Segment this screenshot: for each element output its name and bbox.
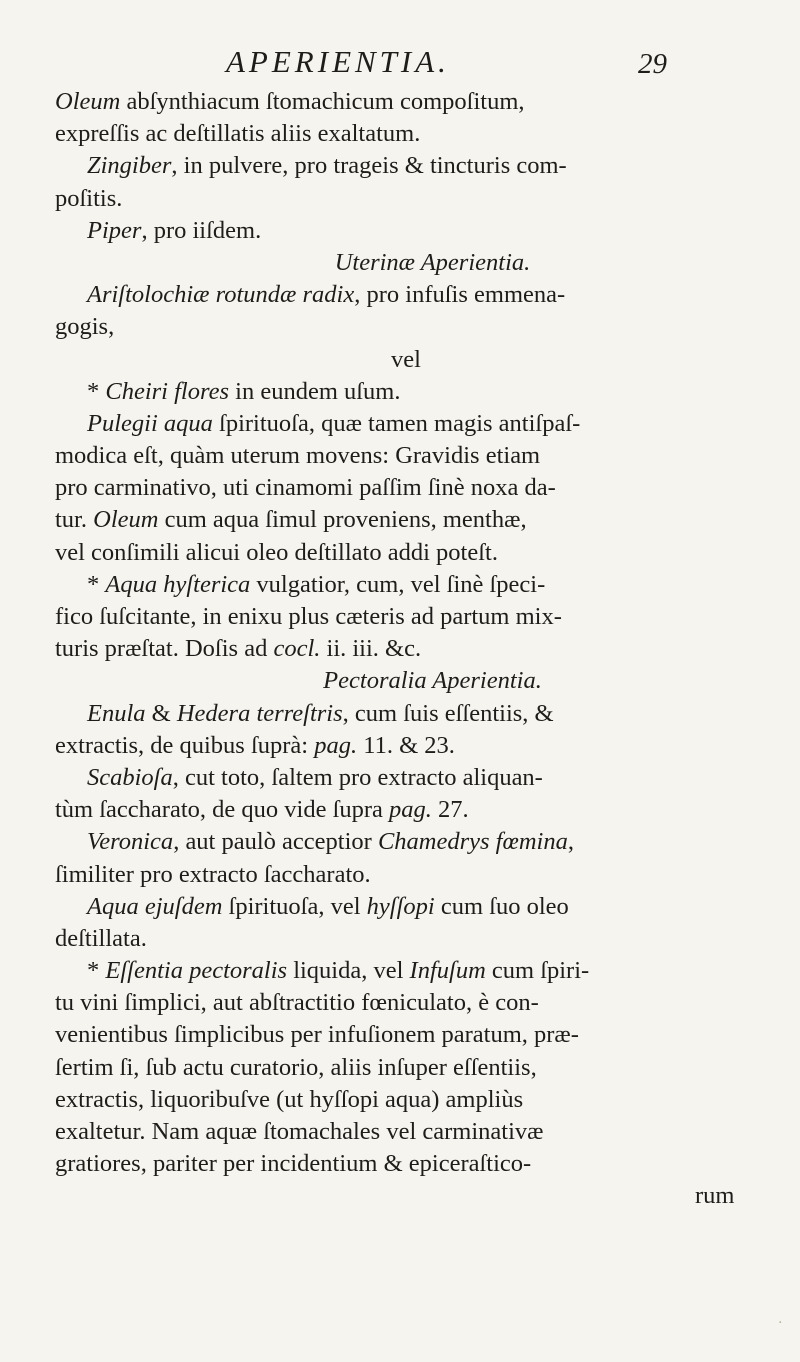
running-head	[0, 44, 800, 84]
text-line	[55, 215, 770, 247]
roman-run: abſynthiacum ſtomachicum compoſitum,	[120, 88, 525, 115]
text-line	[55, 1052, 770, 1084]
text-line	[55, 601, 770, 633]
roman-run: cum ſuo oleo	[434, 892, 569, 920]
roman-run: ſpirituoſa, vel	[222, 892, 367, 920]
roman-run: , pro infuſis emmena-	[354, 281, 566, 309]
text-line	[55, 1148, 770, 1180]
roman-run: vel conſimili alicui oleo deſtillato addi poteſt.	[55, 538, 498, 566]
roman-run: cum ſpiri-	[485, 957, 590, 985]
roman-run: gogis,	[55, 313, 115, 341]
roman-run: *	[87, 570, 106, 598]
italic-run: hyſſopi	[366, 892, 435, 920]
text-line	[55, 762, 770, 794]
roman-run: 27.	[431, 796, 469, 824]
italic-run: cocl.	[273, 635, 321, 663]
italic-run: Piper	[87, 216, 142, 244]
roman-run: , cut toto, ſaltem pro extracto aliquan-	[172, 763, 543, 791]
catchword	[55, 1180, 770, 1212]
roman-run: liquida, vel	[287, 957, 410, 985]
italic-run: Oleum	[93, 506, 159, 534]
italic-run: Cheiri flores	[105, 377, 230, 405]
roman-run: ,	[567, 828, 574, 856]
roman-run: deſtillata.	[55, 924, 147, 952]
text-line	[55, 794, 770, 826]
roman-run: rum	[695, 1182, 735, 1210]
italic-run: Zingiber	[87, 152, 172, 180]
roman-run: tur.	[55, 506, 94, 534]
text-line	[55, 698, 770, 730]
margin-smudge: ·	[778, 1315, 783, 1331]
italic-run: Hedera terreſtris	[176, 699, 343, 727]
roman-run: , in pulvere, pro trageis & tincturis com-	[171, 152, 567, 180]
text-line	[55, 376, 770, 408]
section-heading	[55, 665, 770, 697]
roman-run: exaltetur. Nam aquæ ſtomachales vel carminativæ	[55, 1118, 544, 1145]
roman-run: ſpirituoſa, quæ tamen magis antiſpaſ-	[212, 409, 581, 437]
roman-run: poſitis.	[55, 184, 123, 212]
text-line	[55, 955, 770, 987]
page-number: 29	[638, 48, 667, 80]
italic-run: Uterinæ Aperientia.	[334, 248, 531, 276]
text-line	[55, 472, 770, 504]
italic-run: pag.	[314, 731, 358, 759]
text-line	[55, 150, 770, 182]
text-line	[55, 537, 770, 569]
italic-run: Enula	[87, 699, 146, 727]
text-line	[55, 408, 770, 440]
roman-run: , pro iiſdem.	[141, 216, 262, 244]
text-line	[55, 1084, 770, 1116]
roman-run: vel	[391, 345, 421, 373]
text-line	[55, 311, 770, 343]
italic-run: Scabioſa	[87, 763, 173, 791]
italic-run: Infuſum	[409, 957, 486, 985]
text-line	[55, 118, 770, 150]
text-line	[55, 344, 770, 376]
roman-run: expreſſis ac deſtillatis aliis exaltatum.	[55, 120, 421, 148]
text-line	[55, 279, 770, 311]
text-line	[55, 826, 770, 858]
roman-run: , cum ſuis eſſentiis, &	[342, 699, 554, 727]
text-line	[55, 86, 770, 118]
roman-run: *	[87, 957, 106, 985]
italic-run: Eſſentia pectoralis	[105, 957, 288, 985]
text-line	[55, 440, 770, 472]
roman-run: turis præſtat. Doſis ad	[55, 635, 274, 663]
italic-run: Aqua ejuſdem	[87, 892, 223, 920]
text-line	[55, 1019, 770, 1051]
roman-run: ſimiliter pro extracto ſaccharato.	[55, 860, 371, 888]
roman-run: cum aqua ſimul proveniens, menthæ,	[158, 506, 527, 534]
roman-run: extractis, de quibus ſuprà:	[55, 731, 315, 759]
roman-run: modica eſt, quàm uterum movens: Gravidis etiam	[55, 442, 541, 470]
roman-run: ii. iii. &c.	[320, 635, 422, 663]
italic-run: pag.	[389, 796, 432, 824]
roman-run: *	[87, 377, 106, 405]
running-title: APERIENTIA.	[226, 44, 450, 79]
section-heading	[55, 247, 770, 279]
text-line	[55, 504, 770, 536]
roman-run: venientibus ſimplicibus per infuſionem paratum, præ-	[55, 1021, 579, 1049]
roman-run: vulgatior, cum, vel ſinè ſpeci-	[250, 570, 546, 598]
body-text	[55, 86, 770, 1213]
roman-run: in eundem uſum.	[229, 377, 401, 405]
italic-run: Veronica	[87, 828, 174, 856]
text-line	[55, 891, 770, 923]
text-line	[55, 987, 770, 1019]
text-line	[55, 923, 770, 955]
text-line	[55, 730, 770, 762]
text-line	[55, 183, 770, 215]
roman-run: tùm ſaccharato, de quo vide ſupra	[55, 796, 390, 824]
italic-run: Pulegii aqua	[87, 409, 213, 437]
text-line	[55, 1116, 770, 1148]
text-line	[55, 569, 770, 601]
roman-run: 11. & 23.	[357, 731, 455, 759]
italic-run: Pectoralia Aperientia.	[323, 667, 542, 695]
italic-run: Ariſtolochiæ rotundæ radix	[87, 281, 355, 309]
italic-run: Chamedrys fœmina	[377, 828, 568, 856]
roman-run: pro carminativo, uti cinamomi paſſim ſinè noxa da-	[55, 474, 556, 502]
roman-run: ſertim ſi, ſub actu curatorio, aliis inſuper eſſentiis,	[55, 1053, 537, 1081]
roman-run: fico ſuſcitante, in enixu plus cæteris ad partum mix-	[55, 603, 562, 630]
roman-run: extractis, liquoribuſve (ut hyſſopi aqua) ampliùs	[55, 1085, 524, 1113]
text-line	[55, 633, 770, 665]
roman-run: tu vini ſimplici, aut abſtractitio fœniculato, è con-	[55, 989, 539, 1017]
roman-run: &	[145, 699, 177, 727]
roman-run: , aut paulò acceptior	[173, 828, 378, 856]
italic-run: Oleum	[55, 88, 121, 115]
roman-run: gratiores, pariter per incidentium & epiceraſtico-	[55, 1150, 532, 1178]
italic-run: Aqua hyſterica	[105, 570, 251, 598]
text-line	[55, 859, 770, 891]
